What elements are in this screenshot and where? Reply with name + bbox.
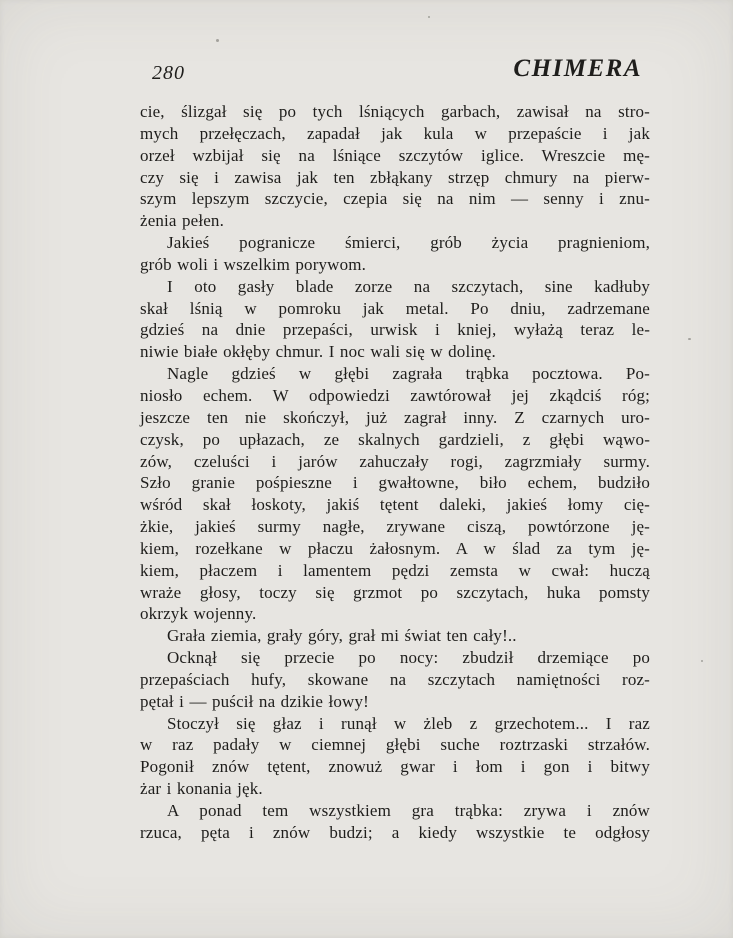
text-line: czy się i zawisa jak ten zbłąkany strzęp chmury na pierw- — [140, 167, 650, 187]
page-header — [0, 0, 733, 95]
text-line: wśród skał łoskoty, jakiś tętent daleki, jakieś łomy cię- — [140, 495, 650, 515]
text-line: I oto gasły blade zorze na szczytach, sine kadłuby — [167, 276, 650, 296]
text-line: Nagle gdzieś w głębi zagrała trąbka pocztowa. Po- — [167, 364, 650, 384]
text-line: Stoczył się głaz i runął w żleb z grzechotem... I raz — [167, 713, 650, 733]
text-line: pętał i — puścił na dzikie łowy! — [140, 691, 369, 711]
text-line: gdzieś na dnie przepaści, urwisk i kniej, wyłażą teraz le- — [140, 320, 650, 340]
text-line: Jakieś pogranicze śmierci, grób życia pragnieniom, — [167, 233, 650, 253]
text-line: skał lśnią w pomroku jak metal. Po dniu, zadrzemane — [140, 298, 650, 318]
text-line: kiem, rozełkane w płaczu żałosnym. A w ślad za tym ję- — [140, 538, 650, 558]
text-line: okrzyk wojenny. — [140, 604, 257, 624]
text-line: niosło echem. W odpowiedzi zawtórował jej zkądciś róg; — [140, 385, 650, 405]
text-line: zów, czeluści i jarów zahuczały rogi, zagrzmiały surmy. — [140, 451, 650, 471]
text-line: czysk, po upłazach, ze skalnych gardzieli, z głębi wąwo- — [140, 429, 650, 449]
text-line: jeszcze ten nie skończył, już zagrał inny. Z czarnych uro- — [140, 407, 650, 427]
scan-speck — [688, 338, 691, 340]
text-line: cie, ślizgał się po tych lśniących garbach, zawisał na stro- — [140, 102, 650, 121]
text-line: kiem, płaczem i lamentem pędzi zemsta w cwał: huczą — [140, 560, 650, 580]
text-line: mych przełęczach, zapadał jak kula w przepaście i jak — [140, 123, 650, 143]
text-line: żenia pełen. — [140, 211, 224, 231]
text-line: orzeł wzbijał się na lśniące szczytów iglice. Wreszcie mę- — [140, 145, 650, 165]
text-line: Grała ziemia, grały góry, grał mi świat ten cały!.. — [167, 626, 517, 646]
text-line: Ocknął się przecie po nocy: zbudził drzemiące po — [167, 648, 650, 668]
text-line: Pogonił znów tętent, znowuż gwar i łom i gon i bitwy — [140, 757, 650, 777]
page-number: 280 — [152, 62, 185, 84]
text-line: szym lepszym szczycie, czepia się na nim — senny i znu- — [140, 189, 650, 209]
scan-speck — [216, 39, 219, 42]
scan-speck — [701, 660, 703, 662]
journal-title: CHIMERA — [513, 55, 642, 82]
scan-speck — [428, 16, 430, 18]
text-line: rzuca, pęta i znów budzi; a kiedy wszystkie te odgłosy — [140, 822, 650, 842]
text-line: A ponad tem wszystkiem gra trąbka: zrywa i znów — [167, 801, 650, 820]
text-line: grób woli i wszelkim porywom. — [140, 254, 367, 274]
text-line: w raz padały w ciemnej głębi suche roztrzaski strzałów. — [140, 735, 650, 755]
text-line: Szło granie pośpieszne i gwałtowne, biło echem, budziło — [140, 473, 650, 493]
text-line: niwie białe okłęby chmur. I noc wali się w dolinę. — [140, 342, 496, 362]
text-line: wraże głosy, toczy się grzmot po szczytach, huka pomsty — [140, 582, 650, 602]
text-line: żkie, jakieś surmy nagłe, zrywane ciszą, powtórzone ję- — [140, 517, 650, 537]
text-line: przepaściach hufy, skowane na szczytach namiętności roz- — [140, 669, 650, 689]
body-text-block — [140, 101, 650, 844]
text-line: żar i konania jęk. — [140, 779, 263, 799]
